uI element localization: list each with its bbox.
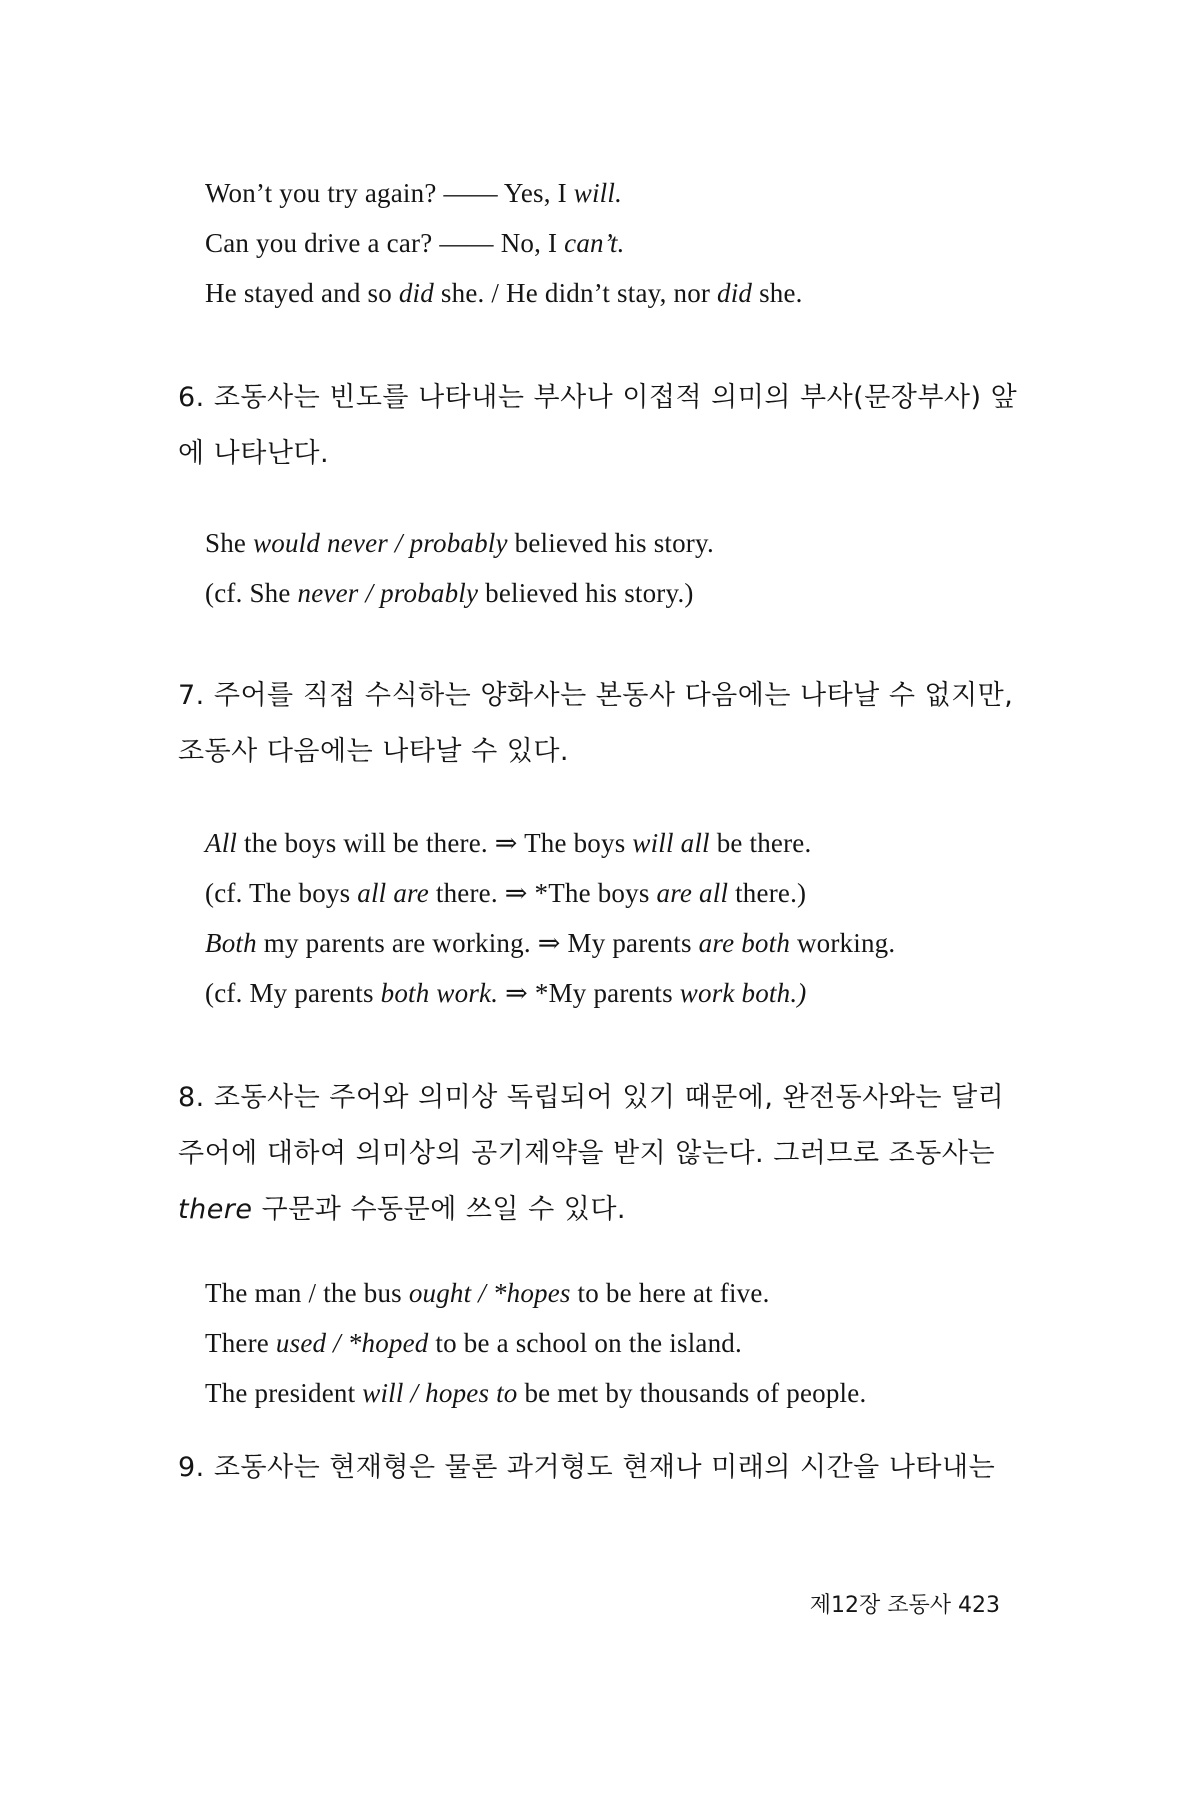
italic-text: work both.) [679, 978, 807, 1008]
section-8-paragraph [150, 1070, 1020, 1238]
text-segment: she. / He didn’t stay, nor [433, 278, 718, 308]
text-segment: the boys will be there. ⇒ The boys [237, 828, 633, 858]
example-block-top [205, 168, 803, 318]
section-number: 9. [178, 1452, 205, 1483]
example-line [205, 518, 714, 568]
example-block-7 [205, 818, 895, 1018]
italic-text: are both [698, 928, 791, 958]
text-segment: Won’t you try again? —— Yes, I [205, 178, 574, 208]
text-segment: there.) [728, 878, 807, 908]
example-line [205, 818, 895, 868]
text-segment: there. ⇒ *The boys [428, 878, 657, 908]
text-segment: she. [752, 278, 803, 308]
section-text: 조동사는 빈도를 나타내는 부사나 이접적 의미의 부사(문장부사) 앞에 나타난다. [178, 382, 1018, 469]
italic-text: ought / *hopes [408, 1278, 571, 1308]
text-segment: be there. [709, 828, 812, 858]
example-line [205, 568, 714, 618]
text-segment: She [205, 528, 254, 558]
section-7-paragraph [150, 668, 1020, 780]
example-line [205, 168, 803, 218]
example-line [205, 968, 895, 1018]
section-text: 주어를 직접 수식하는 양화사는 본동사 다음에는 나타날 수 없지만, 조동사 다음에는 나타날 수 있다. [178, 680, 1014, 767]
chapter-title: 제12장 조동사 [809, 1593, 951, 1618]
italic-text: will / hopes to [362, 1378, 518, 1408]
italic-text: would never / probably [253, 528, 508, 558]
italic-text: did [398, 278, 434, 308]
text-segment: to be a school on the island. [428, 1328, 742, 1358]
text-segment: my parents are working. ⇒ My parents [256, 928, 699, 958]
text-segment: 조동사는 주어와 의미상 독립되어 있기 때문에, 완전동사와는 달리 주어에 대하여 의미상의 공기제약을 받지 않는다. 그러므로 조동사는 [178, 1082, 1005, 1169]
text-segment: ⇒ *My parents [498, 978, 680, 1008]
example-line [205, 1268, 866, 1318]
text-segment: The president [205, 1378, 363, 1408]
section-text [178, 1082, 1004, 1225]
text-segment: believed his story.) [478, 578, 694, 608]
text-segment: (cf. The boys [205, 878, 358, 908]
section-number: 7. [178, 680, 205, 711]
section-text: 조동사는 현재형은 물론 과거형도 현재나 미래의 시간을 나타내는 [213, 1452, 996, 1483]
example-line [205, 1318, 866, 1368]
example-block-8 [205, 1268, 866, 1418]
italic-text: All [205, 828, 238, 858]
text-segment: He stayed and so [205, 278, 399, 308]
italic-text: are all [656, 878, 729, 908]
section-number: 6. [178, 382, 205, 413]
italic-text: will. [573, 178, 623, 208]
text-segment: (cf. She [205, 578, 298, 608]
example-block-6 [205, 518, 714, 618]
text-segment: The man / the bus [205, 1278, 409, 1308]
page-footer [780, 1588, 1000, 1619]
text-segment: (cf. My parents [205, 978, 381, 1008]
italic-text: all are [357, 878, 429, 908]
text-segment: working. [790, 928, 896, 958]
text-segment: to be here at five. [570, 1278, 770, 1308]
italic-text: Both [205, 928, 257, 958]
italic-text: never / probably [297, 578, 479, 608]
example-line [205, 918, 895, 968]
text-segment: There [205, 1328, 276, 1358]
text-segment: Can you drive a car? —— No, I [205, 228, 565, 258]
text-segment: 구문과 수동문에 쓰일 수 있다. [252, 1194, 627, 1225]
text-segment: believed his story. [507, 528, 714, 558]
italic-text: will all [632, 828, 710, 858]
example-line [205, 268, 803, 318]
section-6-paragraph [150, 370, 1020, 482]
example-line [205, 868, 895, 918]
section-number: 8. [178, 1082, 205, 1113]
italic-text: there [178, 1194, 253, 1225]
example-line [205, 1368, 866, 1418]
italic-text: can’t. [564, 228, 625, 258]
page-number: 423 [958, 1593, 1000, 1618]
italic-text: did [717, 278, 753, 308]
section-9-paragraph [150, 1440, 1020, 1496]
example-line [205, 218, 803, 268]
italic-text: used / *hoped [275, 1328, 429, 1358]
italic-text: both work. [380, 978, 499, 1008]
text-segment: be met by thousands of people. [517, 1378, 867, 1408]
